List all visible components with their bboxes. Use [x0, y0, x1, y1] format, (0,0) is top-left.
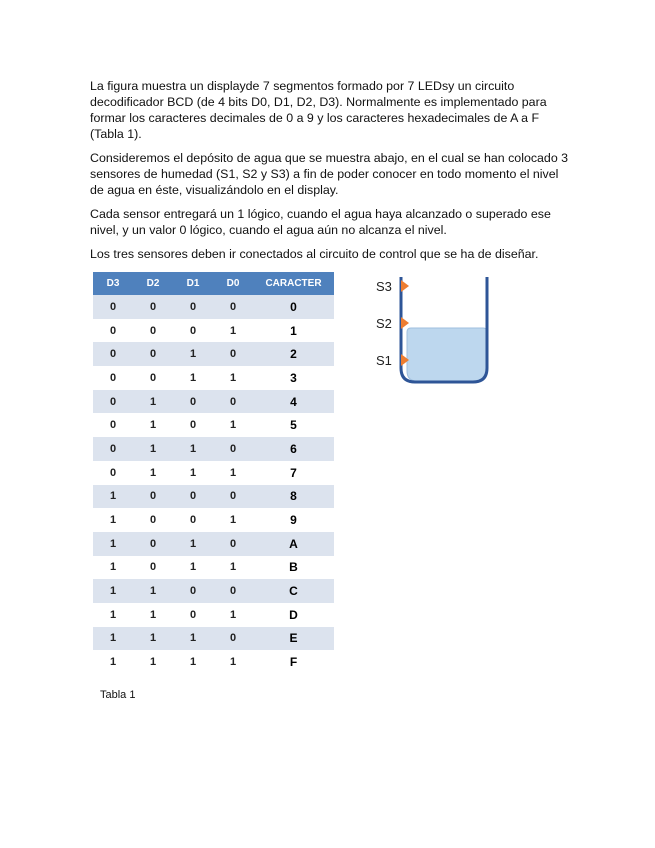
- cell-d2: 1: [133, 650, 173, 674]
- water-level: [407, 328, 487, 381]
- cell-d3: 0: [93, 390, 133, 414]
- cell-d1: 1: [173, 650, 213, 674]
- water-tank-diagram: [370, 272, 500, 392]
- cell-d3: 0: [93, 366, 133, 390]
- cell-d3: 0: [93, 413, 133, 437]
- table-row: [93, 508, 334, 532]
- cell-caracter: 0: [253, 295, 334, 319]
- cell-d2: 1: [133, 603, 173, 627]
- table-row: [93, 579, 334, 603]
- header-d3: D3: [93, 272, 133, 295]
- cell-d2: 0: [133, 508, 173, 532]
- cell-d0: 0: [213, 485, 253, 509]
- header-d1: D1: [173, 272, 213, 295]
- cell-caracter: F: [253, 650, 334, 674]
- cell-d1: 0: [173, 508, 213, 532]
- cell-d3: 1: [93, 579, 133, 603]
- table-row: [93, 556, 334, 580]
- table-row: [93, 390, 334, 414]
- cell-caracter: C: [253, 579, 334, 603]
- cell-d1: 1: [173, 556, 213, 580]
- table-row: [93, 295, 334, 319]
- cell-d2: 0: [133, 319, 173, 343]
- cell-d1: 1: [173, 437, 213, 461]
- cell-d1: 0: [173, 485, 213, 509]
- cell-d2: 1: [133, 390, 173, 414]
- sensor-s3-marker: [401, 280, 409, 292]
- cell-d0: 0: [213, 295, 253, 319]
- cell-d0: 1: [213, 413, 253, 437]
- cell-d2: 1: [133, 579, 173, 603]
- cell-caracter: A: [253, 532, 334, 556]
- sensor-s1-label: S1: [376, 353, 392, 368]
- cell-d1: 1: [173, 461, 213, 485]
- sensor-s2-marker: [401, 317, 409, 329]
- connection-paragraph: Los tres sensores deben ir conectados al circuito de control que se ha de diseñar.: [90, 247, 539, 261]
- table-row: [93, 650, 334, 674]
- cell-d0: 1: [213, 603, 253, 627]
- cell-caracter: E: [253, 627, 334, 651]
- cell-caracter: 9: [253, 508, 334, 532]
- sensor-s2-label: S2: [376, 316, 392, 331]
- cell-d1: 1: [173, 627, 213, 651]
- cell-d3: 1: [93, 485, 133, 509]
- cell-d1: 1: [173, 366, 213, 390]
- cell-d1: 0: [173, 579, 213, 603]
- cell-d2: 1: [133, 627, 173, 651]
- cell-caracter: 3: [253, 366, 334, 390]
- table-row: [93, 627, 334, 651]
- cell-d3: 0: [93, 295, 133, 319]
- cell-d1: 0: [173, 295, 213, 319]
- cell-caracter: B: [253, 556, 334, 580]
- cell-caracter: 4: [253, 390, 334, 414]
- cell-d2: 0: [133, 342, 173, 366]
- cell-d0: 0: [213, 437, 253, 461]
- cell-d0: 1: [213, 461, 253, 485]
- cell-d2: 0: [133, 556, 173, 580]
- cell-d2: 1: [133, 437, 173, 461]
- cell-d2: 1: [133, 461, 173, 485]
- cell-d0: 1: [213, 650, 253, 674]
- cell-d3: 1: [93, 532, 133, 556]
- cell-d3: 0: [93, 342, 133, 366]
- cell-d2: 0: [133, 295, 173, 319]
- cell-d2: 0: [133, 366, 173, 390]
- cell-d3: 1: [93, 627, 133, 651]
- header-d0: D0: [213, 272, 253, 295]
- cell-d1: 0: [173, 390, 213, 414]
- intro-paragraph: La figura muestra un displayde 7 segmentos formado por 7 LEDsy un circuito decodificador BCD (de 4 bits D0, D1, D2, D3). Normalmente es implementado para formar los caracteres decimales de 0 a 9 y los caracteres hexadecimales de A a F (Tabla 1).: [90, 79, 547, 141]
- cell-d1: 1: [173, 532, 213, 556]
- cell-caracter: 2: [253, 342, 334, 366]
- cell-d0: 0: [213, 627, 253, 651]
- sensor-s3-label: S3: [376, 279, 392, 294]
- cell-d0: 0: [213, 390, 253, 414]
- cell-d3: 0: [93, 319, 133, 343]
- tank-paragraph: Consideremos el depósito de agua que se muestra abajo, en el cual se han colocado 3 sensores de humedad (S1, S2 y S3) a fin de poder conocer en todo momento el nivel de agua en éste, visualizándolo en el display.: [90, 151, 569, 197]
- cell-d0: 1: [213, 508, 253, 532]
- cell-d0: 0: [213, 532, 253, 556]
- cell-d2: 1: [133, 413, 173, 437]
- sensor-paragraph: Cada sensor entregará un 1 lógico, cuando el agua haya alcanzado o superado ese nivel, y un valor 0 lógico, cuando el agua aún no alcanza el nivel.: [90, 207, 551, 237]
- cell-d2: 0: [133, 532, 173, 556]
- cell-d3: 1: [93, 508, 133, 532]
- table-row: [93, 437, 334, 461]
- cell-d0: 1: [213, 366, 253, 390]
- cell-d0: 1: [213, 319, 253, 343]
- table-row: [93, 532, 334, 556]
- cell-d1: 0: [173, 603, 213, 627]
- table-row: [93, 342, 334, 366]
- cell-d3: 1: [93, 650, 133, 674]
- cell-caracter: D: [253, 603, 334, 627]
- cell-d1: 0: [173, 319, 213, 343]
- cell-d3: 1: [93, 603, 133, 627]
- cell-caracter: 5: [253, 413, 334, 437]
- cell-d3: 1: [93, 556, 133, 580]
- cell-caracter: 7: [253, 461, 334, 485]
- cell-d0: 0: [213, 579, 253, 603]
- table-row: [93, 461, 334, 485]
- cell-d1: 0: [173, 413, 213, 437]
- table-row: [93, 413, 334, 437]
- cell-d0: 0: [213, 342, 253, 366]
- bcd-table: [93, 272, 334, 674]
- table-caption: Tabla 1: [100, 689, 136, 701]
- table-row: [93, 485, 334, 509]
- cell-caracter: 6: [253, 437, 334, 461]
- header-d2: D2: [133, 272, 173, 295]
- table-row: [93, 366, 334, 390]
- cell-d1: 1: [173, 342, 213, 366]
- cell-d3: 0: [93, 437, 133, 461]
- cell-d0: 1: [213, 556, 253, 580]
- table-header-row: [93, 272, 334, 295]
- header-caracter: CARACTER: [253, 272, 334, 295]
- cell-caracter: 8: [253, 485, 334, 509]
- cell-caracter: 1: [253, 319, 334, 343]
- cell-d3: 0: [93, 461, 133, 485]
- cell-d2: 0: [133, 485, 173, 509]
- table-row: [93, 319, 334, 343]
- table-row: [93, 603, 334, 627]
